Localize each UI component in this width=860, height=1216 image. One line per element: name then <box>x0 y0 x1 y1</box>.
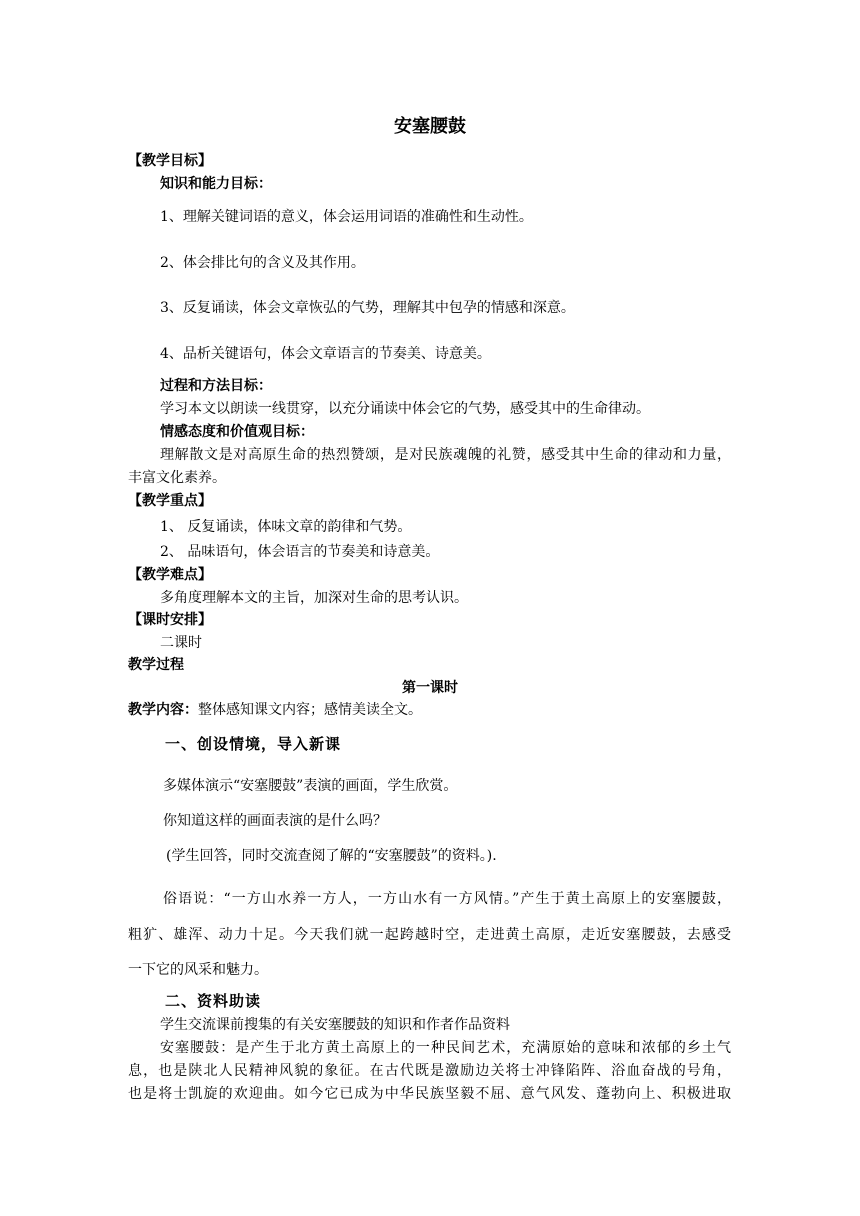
section-header-key-points: 【教学重点】 <box>128 493 212 509</box>
section-header-objectives: 【教学目标】 <box>128 153 212 169</box>
objective-item: 4、品析关键语句，体会文章语言的节奏美、诗意美。 <box>160 346 491 362</box>
subheading-process: 过程和方法目标： <box>160 378 272 394</box>
section-header-difficulty: 【教学难点】 <box>128 567 212 583</box>
lesson-content-label: 教学内容： <box>128 702 198 718</box>
lesson-content-text: 整体感知课文内容；感情美读全文。 <box>198 702 422 718</box>
section2-line: 安塞腰鼓：是产生于北方黄土高原上的一种民间艺术，充满原始的意味和浓郁的乡土气 <box>160 1040 731 1056</box>
proverb-line: 粗犷、雄浑、动力十足。今天我们就一起跨越时空，走进黄土高原，走近安塞腰鼓，去感受 <box>128 927 731 943</box>
process-goal-text: 学习本文以朗读一线贯穿，以充分诵读中体会它的气势，感受其中的生命律动。 <box>160 401 650 417</box>
proverb-line: 一下它的风采和魅力。 <box>128 962 268 978</box>
objective-item: 1、理解关键词语的意义，体会运用词语的准确性和生动性。 <box>160 209 533 225</box>
subheading-knowledge: 知识和能力目标： <box>160 176 272 192</box>
subheading-emotion: 情感态度和价值观目标： <box>160 424 314 440</box>
key-point-item: 1、 反复诵读，体味文章的韵律和气势。 <box>160 519 412 535</box>
section1-title: 一、创设情境，导入新课 <box>165 735 342 753</box>
proverb-line: 俗语说：“一方山水养一方人，一方山水有一方风情。”产生于黄土高原上的安塞腰鼓， <box>163 891 731 907</box>
section2-intro: 学生交流课前搜集的有关安塞腰鼓的知识和作者作品资料 <box>160 1017 510 1033</box>
objective-item: 3、反复诵读，体会文章恢弘的气势，理解其中包孕的情感和深意。 <box>160 300 575 316</box>
section2-line: 息，也是陕北人民精神风貌的象征。在古代既是激励边关将士冲锋陷阵、浴血奋战的号角， <box>128 1063 731 1079</box>
section1-line: (学生回答，同时交流查阅了解的“安塞腰鼓”的资料。). <box>166 848 497 864</box>
lesson-title: 第一课时 <box>402 680 458 696</box>
process-heading: 教学过程 <box>128 657 184 673</box>
emotion-goal-text-cont: 丰富文化素养。 <box>128 470 226 486</box>
section2-title: 二、资料助读 <box>165 992 262 1010</box>
emotion-goal-text: 理解散文是对高原生命的热烈赞颂，是对民族魂魄的礼赞，感受其中生命的律动和力量， <box>160 447 731 463</box>
section1-line: 多媒体演示“安塞腰鼓”表演的画面，学生欣赏。 <box>163 778 458 794</box>
schedule-text: 二课时 <box>160 635 202 651</box>
key-point-item: 2、 品味语句，体会语言的节奏美和诗意美。 <box>160 544 440 560</box>
page-title: 安塞腰鼓 <box>394 116 466 137</box>
lesson-content-line <box>128 701 422 719</box>
section2-line: 也是将士凯旋的欢迎曲。如今它已成为中华民族坚毅不屈、意气风发、蓬勃向上、积极进取 <box>128 1086 731 1102</box>
section1-line: 你知道这样的画面表演的是什么吗？ <box>163 813 387 829</box>
objective-item: 2、体会排比句的含义及其作用。 <box>160 255 365 271</box>
section-header-schedule: 【课时安排】 <box>128 612 212 628</box>
difficulty-text: 多角度理解本文的主旨，加深对生命的思考认识。 <box>160 590 468 606</box>
